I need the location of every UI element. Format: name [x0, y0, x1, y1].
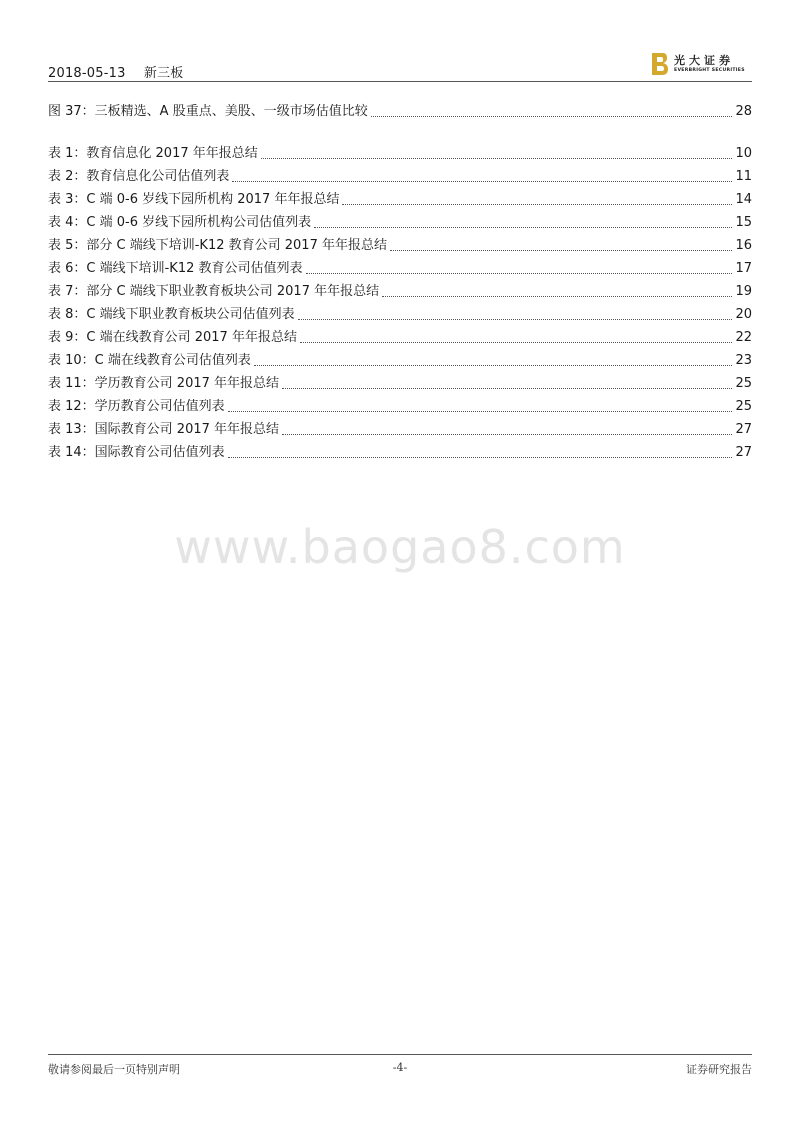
toc-table-entry[interactable] [48, 418, 752, 438]
toc-table-entry[interactable] [48, 142, 752, 162]
toc-table-entry[interactable] [48, 280, 752, 300]
toc-entry-page: 15 [735, 215, 752, 230]
toc-entry-title: 图 37：三板精选、A 股重点、美股、一级市场估值比较 [48, 104, 368, 119]
toc-table-entry[interactable] [48, 395, 752, 415]
toc-table-entry[interactable] [48, 257, 752, 277]
toc-entry-title: 表 12：学历教育公司估值列表 [48, 399, 225, 414]
dot-leader [254, 365, 733, 366]
footer-divider [48, 1054, 752, 1055]
dot-leader [261, 158, 733, 159]
toc-table-entry[interactable] [48, 303, 752, 323]
toc-figure-entry[interactable] [48, 100, 752, 120]
toc-entry-title: 表 3：C 端 0-6 岁线下园所机构 2017 年年报总结 [48, 192, 340, 207]
toc-entry-page: 25 [735, 399, 752, 414]
footer-report-type: 证券研究报告 [686, 1063, 752, 1076]
page-header [48, 52, 752, 80]
toc-entry-title: 表 5：部分 C 端线下培训-K12 教育公司 2017 年年报总结 [48, 238, 387, 253]
company-logo [652, 52, 752, 78]
toc-entry-title: 表 7：部分 C 端线下职业教育板块公司 2017 年年报总结 [48, 284, 380, 299]
dot-leader [371, 116, 733, 117]
logo-text-cn: 光大证券 [674, 54, 734, 67]
dot-leader [306, 273, 733, 274]
toc-entry-title: 表 11：学历教育公司 2017 年年报总结 [48, 376, 280, 391]
toc-table-entry[interactable] [48, 349, 752, 369]
page-number: -4- [392, 1061, 408, 1074]
watermark-text: www.baogao8.com [174, 520, 626, 574]
dot-leader [228, 411, 733, 412]
toc-entry-title: 表 14：国际教育公司估值列表 [48, 445, 225, 460]
toc-entry-title: 表 6：C 端线下培训-K12 教育公司估值列表 [48, 261, 303, 276]
dot-leader [390, 250, 732, 251]
toc-entry-page: 19 [735, 284, 752, 299]
toc-entry-title: 表 9：C 端在线教育公司 2017 年年报总结 [48, 330, 297, 345]
dot-leader [314, 227, 732, 228]
page-footer [48, 1061, 752, 1077]
toc-entry-title: 表 2：教育信息化公司估值列表 [48, 169, 230, 184]
toc-entry-page: 23 [735, 353, 752, 368]
dot-leader [342, 204, 732, 205]
toc-table-entry[interactable] [48, 372, 752, 392]
toc-entry-title: 表 10：C 端在线教育公司估值列表 [48, 353, 251, 368]
dot-leader [228, 457, 733, 458]
header-date: 2018-05-13 [48, 66, 126, 81]
dot-leader [298, 319, 733, 320]
toc-entry-page: 27 [735, 422, 752, 437]
dot-leader [300, 342, 732, 343]
toc-table-entry[interactable] [48, 165, 752, 185]
toc-entry-page: 25 [735, 376, 752, 391]
footer-disclaimer: 敬请参阅最后一页特别声明 [48, 1063, 180, 1076]
dot-leader [382, 296, 732, 297]
toc-entry-page: 14 [735, 192, 752, 207]
header-divider [48, 81, 752, 82]
dot-leader [282, 434, 732, 435]
toc-table-entry[interactable] [48, 188, 752, 208]
toc-entry-page: 11 [735, 169, 752, 184]
header-section: 新三板 [143, 66, 184, 81]
toc-entry-page: 22 [735, 330, 752, 345]
toc-table-entry[interactable] [48, 326, 752, 346]
logo-text-en: EVERBRIGHT SECURITIES [674, 68, 745, 73]
toc-entry-page: 16 [735, 238, 752, 253]
toc-entry-title: 表 1：教育信息化 2017 年年报总结 [48, 146, 258, 161]
dot-leader [232, 181, 732, 182]
toc-table-entry[interactable] [48, 211, 752, 231]
toc-table-entry[interactable] [48, 441, 752, 461]
toc-entry-page: 27 [735, 445, 752, 460]
toc-table-entry[interactable] [48, 234, 752, 254]
toc-entry-title: 表 13：国际教育公司 2017 年年报总结 [48, 422, 280, 437]
toc-entry-page: 10 [735, 146, 752, 161]
toc-entry-page: 17 [735, 261, 752, 276]
toc-entry-page: 20 [735, 307, 752, 322]
toc-entry-title: 表 8：C 端线下职业教育板块公司估值列表 [48, 307, 295, 322]
dot-leader [282, 388, 732, 389]
header-meta [48, 62, 198, 81]
toc-entry-title: 表 4：C 端 0-6 岁线下园所机构公司估值列表 [48, 215, 312, 230]
toc-entry-page: 28 [735, 104, 752, 119]
logo-mark-icon [652, 53, 668, 75]
